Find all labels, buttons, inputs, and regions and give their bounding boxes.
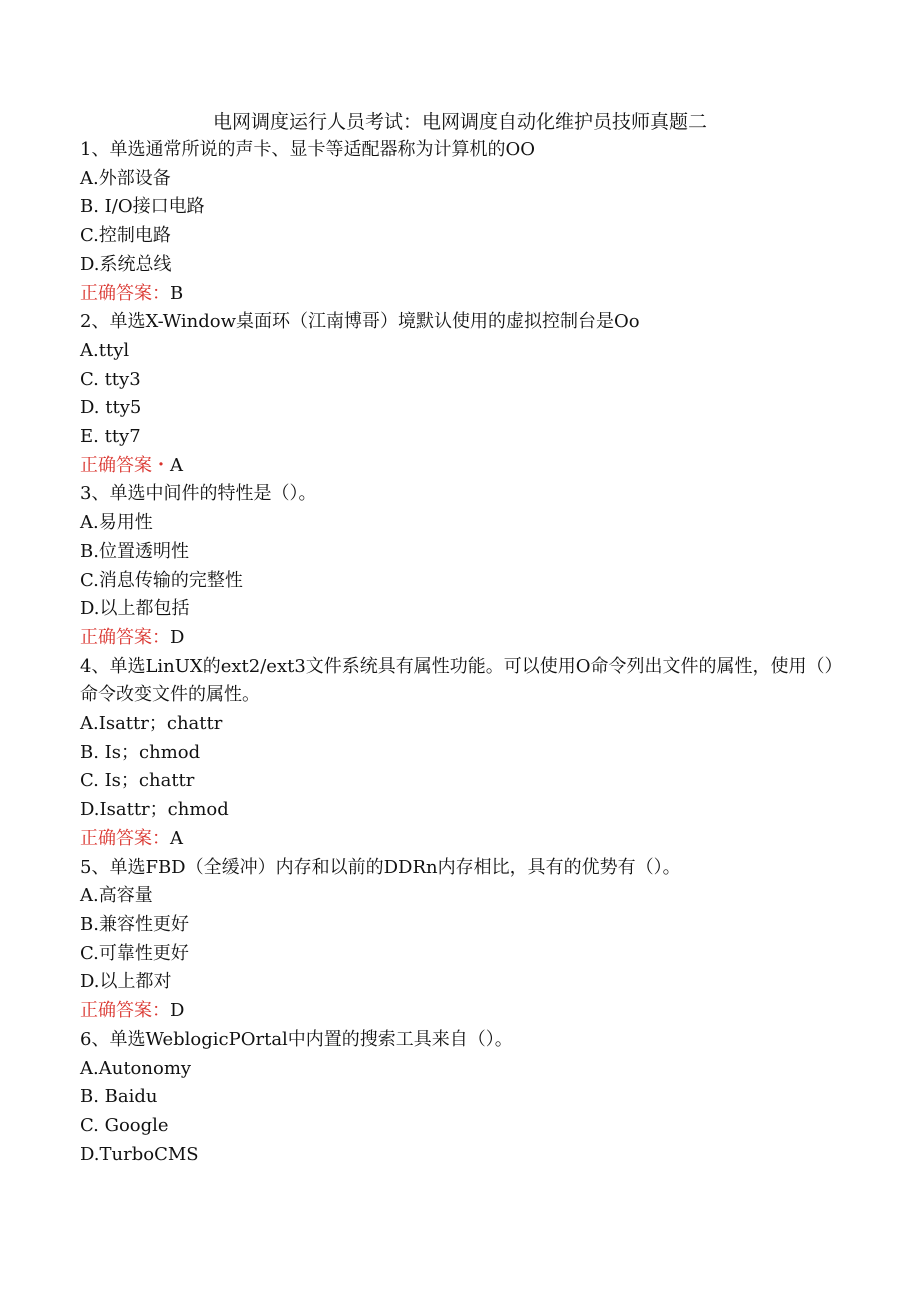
question-4-option-c: C. Is；chattr <box>80 770 195 792</box>
question-2-option-d: D. tty5 <box>80 397 142 419</box>
question-5-option-d: D.以上都对 <box>80 971 172 993</box>
question-4-option-a: A.Isattr；chattr <box>80 713 223 735</box>
question-3-answer <box>80 624 840 653</box>
question-1-option-d: D.系统总线 <box>80 253 172 275</box>
question-1-option-a: A.外部设备 <box>80 167 171 189</box>
question-6-option-d: D.TurboCMS <box>80 1143 199 1165</box>
question-3-option-a: A.易用性 <box>80 512 153 534</box>
question-2-option-e: E. tty7 <box>80 426 141 448</box>
question-5-option-a: A.高容量 <box>80 885 153 907</box>
question-6-option-a: A.Autonomy <box>80 1057 192 1079</box>
question-2-option-c: C. tty3 <box>80 368 141 390</box>
question-6-option-c: C. Google <box>80 1114 169 1136</box>
document-body <box>80 108 840 1169</box>
answer-value: A <box>170 827 183 849</box>
answer-label: 正确答案： <box>80 626 170 648</box>
question-3-option-d: D.以上都包括 <box>80 598 190 620</box>
question-2-option-a: A.ttyl <box>80 339 130 361</box>
answer-value: A <box>170 454 183 476</box>
document-title: 电网调度运行人员考试：电网调度自动化维护员技师真题二 <box>212 111 707 133</box>
question-1-option-b: B. I/O接口电路 <box>80 196 205 218</box>
question-2-answer <box>80 452 840 481</box>
question-4-option-d: D.Isattr；chmod <box>80 799 229 821</box>
question-3-option-c: C.消息传输的完整性 <box>80 569 243 591</box>
answer-value: D <box>170 626 185 648</box>
question-5-answer <box>80 997 840 1026</box>
answer-label: 正确答案： <box>80 282 170 304</box>
question-6-stem: 6、单选WeblogicPOrtal中内置的搜索工具来自（）。 <box>80 1028 513 1050</box>
question-4-stem: 4、单选LinUX的ext2/ext3文件系统具有属性功能。可以使用O命令列出文件的属性，使用（）命令改变文件的属性。 <box>80 655 834 706</box>
answer-label: 正确答案・ <box>80 454 170 476</box>
answer-value: B <box>170 282 184 304</box>
question-1-stem: 1、单选通常所说的声卡、显卡等适配器称为计算机的OO <box>80 139 535 160</box>
question-3-stem: 3、单选中间件的特性是（）。 <box>80 483 317 505</box>
question-2-stem: 2、单选X-Window桌面环（江南博哥）境默认使用的虚拟控制台是Oo <box>80 311 640 333</box>
answer-label: 正确答案： <box>80 1000 170 1022</box>
question-1-answer <box>80 280 840 309</box>
question-4-answer <box>80 825 840 854</box>
answer-value: D <box>170 1000 185 1022</box>
answer-label: 正确答案： <box>80 827 170 849</box>
question-1-option-c: C.控制电路 <box>80 225 171 247</box>
question-6-option-b: B. Baidu <box>80 1086 158 1108</box>
question-4-option-b: B. Is；chmod <box>80 741 201 763</box>
question-5-stem: 5、单选FBD（全缓冲）内存和以前的DDRn内存相比，具有的优势有（）。 <box>80 856 681 878</box>
question-5-option-c: C.可靠性更好 <box>80 942 189 964</box>
question-3-option-b: B.位置透明性 <box>80 540 189 562</box>
question-5-option-b: B.兼容性更好 <box>80 913 189 935</box>
